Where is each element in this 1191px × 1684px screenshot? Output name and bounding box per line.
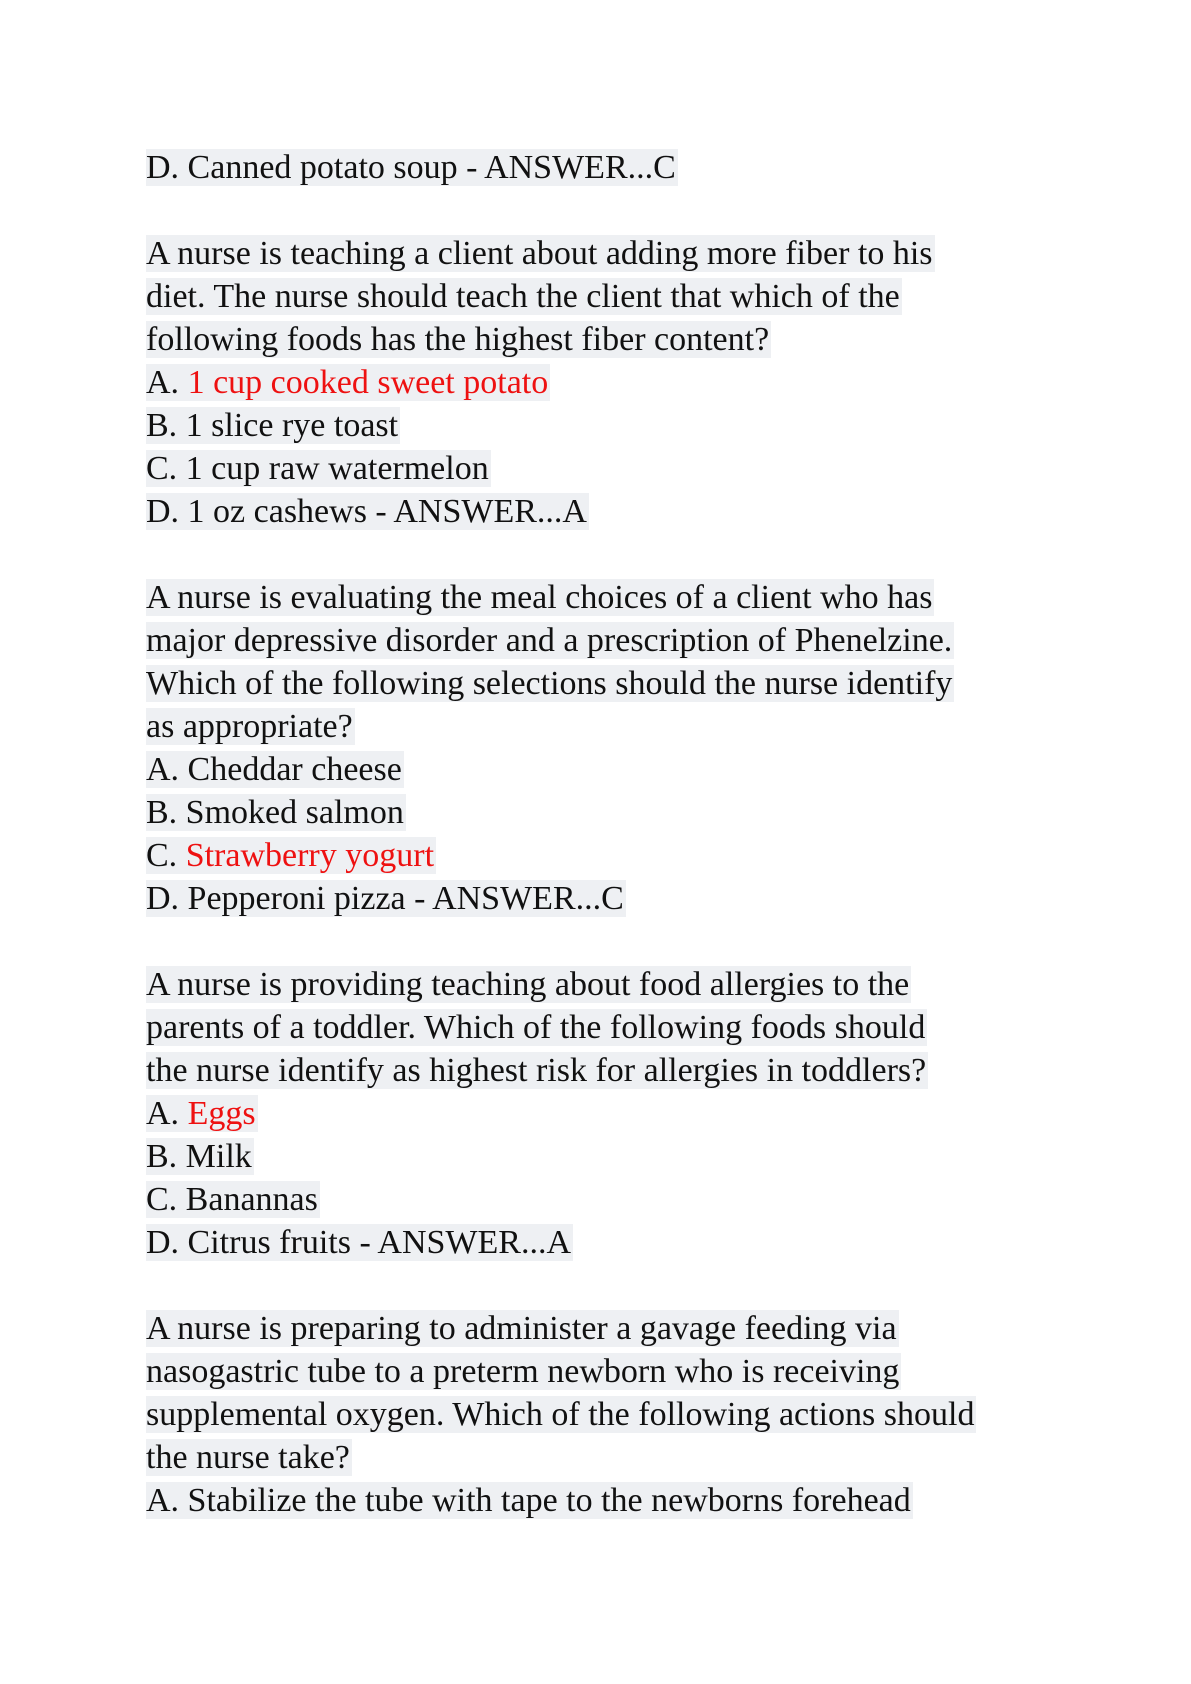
question-2-stem-line: following foods has the highest fiber content? (146, 321, 770, 358)
question-4-option-b: B. Milk (146, 1138, 252, 1175)
question-4-option-d: D. Citrus fruits - ANSWER...A (146, 1224, 571, 1261)
question-2-option-c: C. 1 cup raw watermelon (146, 450, 489, 487)
question-4-stem-line: the nurse identify as highest risk for allergies in toddlers? (146, 1052, 927, 1089)
paragraph-gap (146, 1264, 1086, 1307)
question-3-stem-line: A nurse is evaluating the meal choices of a client who has (146, 579, 933, 616)
question-2-option-d: D. 1 oz cashews - ANSWER...A (146, 493, 587, 530)
question-3-stem-line: major depressive disorder and a prescription of Phenelzine. (146, 622, 953, 659)
question-4-stem-line: A nurse is providing teaching about food allergies to the (146, 966, 910, 1003)
question-5 (146, 1307, 1086, 1522)
correct-answer: Strawberry yogurt (185, 837, 435, 874)
question-4-stem-line: parents of a toddler. Which of the following foods should (146, 1009, 926, 1046)
question-5-option-a: A. Stabilize the tube with tape to the newborns forehead (146, 1482, 911, 1519)
question-2 (146, 232, 1086, 533)
correct-answer: 1 cup cooked sweet potato (187, 364, 549, 401)
question-2-option-b: B. 1 slice rye toast (146, 407, 399, 444)
question-1-tail: D. Canned potato soup - ANSWER...C (146, 149, 676, 186)
question-4-option-a: A. Eggs (146, 1095, 256, 1132)
question-5-stem-line: A nurse is preparing to administer a gavage feeding via (146, 1310, 897, 1347)
question-5-stem-line: the nurse take? (146, 1439, 350, 1476)
paragraph-gap (146, 920, 1086, 963)
question-2-stem-line: A nurse is teaching a client about adding more fiber to his (146, 235, 933, 272)
question-3-stem-line: as appropriate? (146, 708, 353, 745)
question-5-stem-line: nasogastric tube to a preterm newborn who is receiving (146, 1353, 900, 1390)
paragraph-gap (146, 189, 1086, 232)
question-4 (146, 963, 1086, 1264)
question-2-option-a: A. 1 cup cooked sweet potato (146, 364, 549, 401)
question-3-stem-line: Which of the following selections should the nurse identify (146, 665, 953, 702)
question-5-stem-line: supplemental oxygen. Which of the following actions should (146, 1396, 975, 1433)
question-4-option-c: C. Banannas (146, 1181, 318, 1218)
question-3-option-c: C. Strawberry yogurt (146, 837, 435, 874)
question-3-option-d: D. Pepperoni pizza - ANSWER...C (146, 880, 624, 917)
question-3 (146, 576, 1086, 920)
question-2-stem-line: diet. The nurse should teach the client that which of the (146, 278, 900, 315)
correct-answer: Eggs (187, 1095, 256, 1132)
question-3-option-a: A. Cheddar cheese (146, 751, 402, 788)
question-3-option-b: B. Smoked salmon (146, 794, 404, 831)
paragraph-gap (146, 533, 1086, 576)
document-body (146, 146, 1086, 1522)
